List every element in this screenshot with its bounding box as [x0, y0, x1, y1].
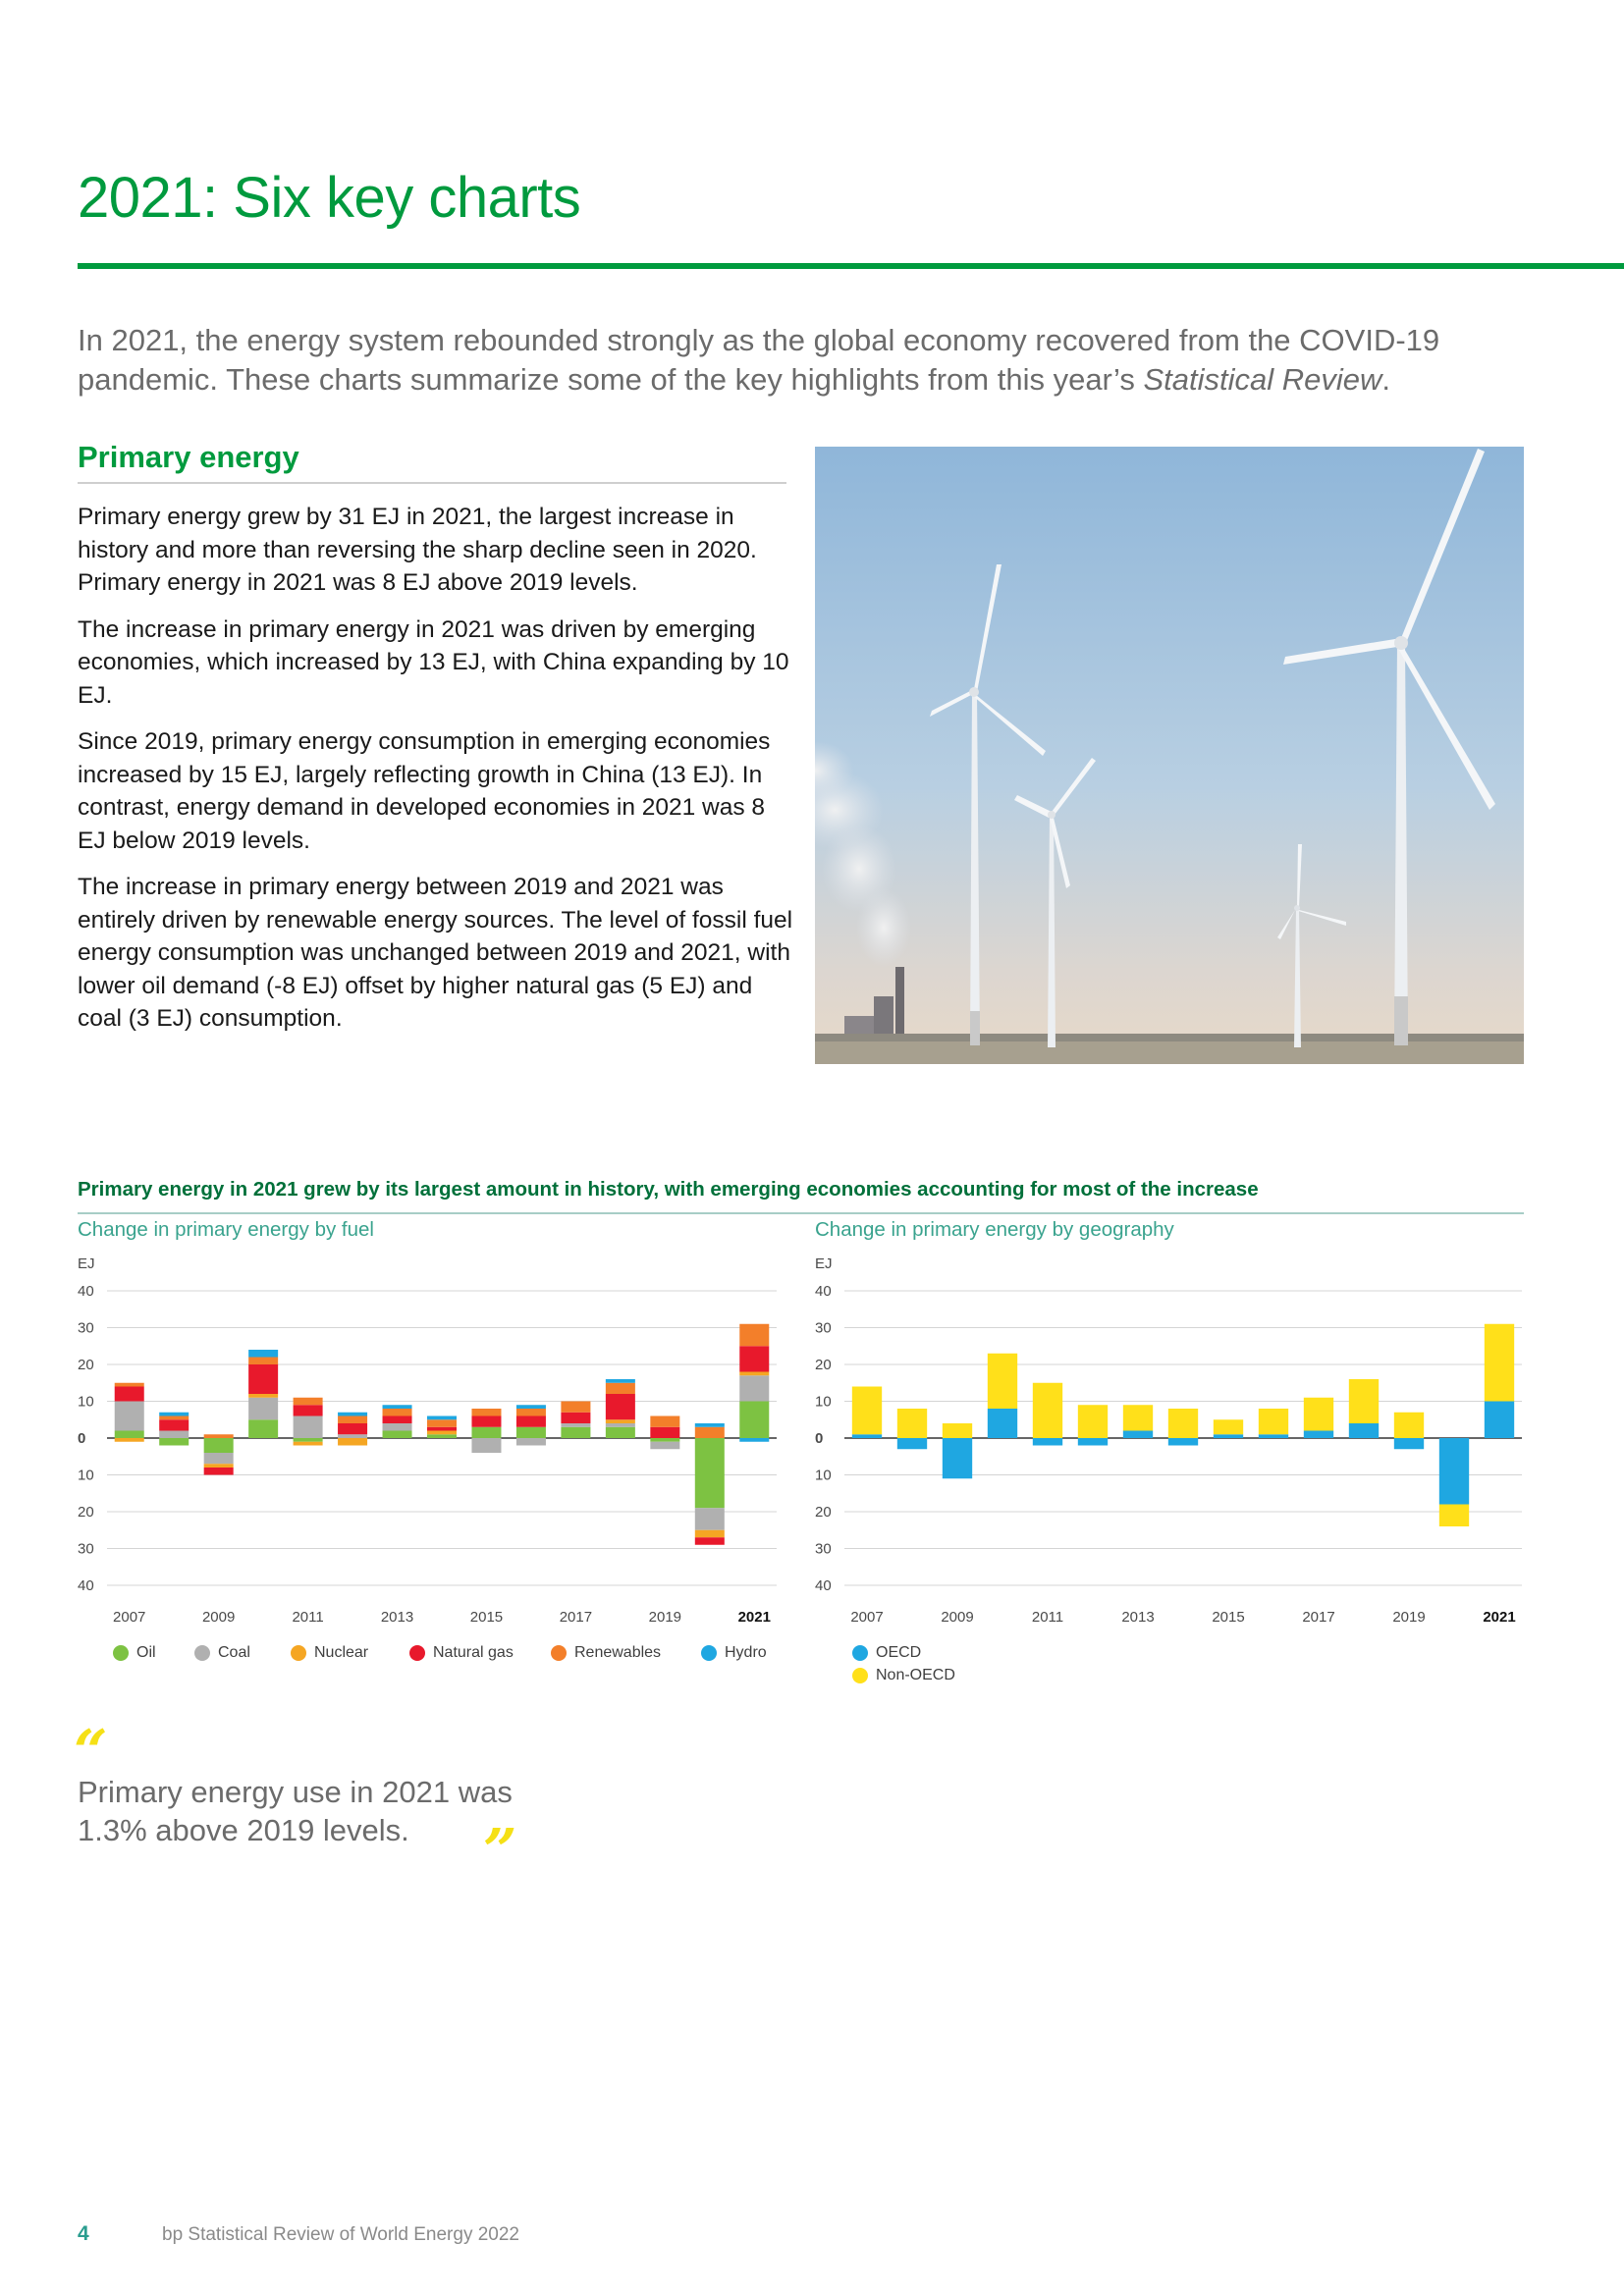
- bar-segment: [739, 1438, 769, 1442]
- y-tick-label: 20: [78, 1504, 94, 1521]
- bar-segment: [1168, 1409, 1198, 1438]
- bar-segment: [943, 1438, 972, 1478]
- bar-segment: [1304, 1431, 1333, 1439]
- legend-item: [551, 1644, 661, 1662]
- bar-segment: [606, 1394, 635, 1419]
- wind-turbines-illustration: [815, 447, 1524, 1064]
- legend-label: Non-OECD: [876, 1667, 955, 1683]
- chart-fuel-subtitle: Change in primary energy by fuel: [78, 1218, 374, 1241]
- bar-segment: [159, 1419, 189, 1430]
- x-tick-label: 2021: [1483, 1609, 1516, 1626]
- legend-item: [701, 1644, 767, 1662]
- bar-segment: [739, 1375, 769, 1401]
- bar-segment: [427, 1431, 457, 1435]
- bar-segment: [1439, 1438, 1469, 1505]
- bar-segment: [739, 1346, 769, 1371]
- bar-segment: [338, 1434, 367, 1438]
- legend-swatch: [194, 1645, 210, 1661]
- bar-segment: [115, 1438, 144, 1442]
- bar-segment: [471, 1427, 501, 1438]
- y-tick-label: 0: [815, 1430, 824, 1447]
- section-rule: [78, 482, 786, 484]
- bar-segment: [1078, 1438, 1108, 1446]
- bar-segment: [943, 1423, 972, 1438]
- x-tick-label: 2011: [1031, 1609, 1064, 1626]
- x-tick-label: 2017: [559, 1609, 593, 1626]
- bar-segment: [695, 1438, 725, 1508]
- y-tick-label: 0: [78, 1430, 86, 1447]
- bar-segment: [897, 1409, 927, 1438]
- bar-segment: [516, 1438, 546, 1446]
- bar-segment: [338, 1413, 367, 1416]
- bar-segment: [1259, 1409, 1288, 1434]
- intro-paragraph: [78, 321, 1531, 400]
- charts-heading-rule: [78, 1212, 1524, 1214]
- y-tick-label: 10: [78, 1467, 94, 1484]
- bar-segment: [739, 1372, 769, 1376]
- y-unit-label: EJ: [815, 1255, 833, 1272]
- body-paragraph: The increase in primary energy in 2021 was driven by emerging economies, which increased by 13 EJ, with China expanding by 10 EJ.: [78, 615, 789, 709]
- bar-segment: [739, 1324, 769, 1347]
- legend-label: Natural gas: [433, 1644, 514, 1661]
- bar-segment: [988, 1354, 1017, 1409]
- bar-segment: [1485, 1402, 1514, 1439]
- legend-item: [852, 1644, 921, 1662]
- bar-segment: [695, 1530, 725, 1538]
- bar-segment: [650, 1416, 679, 1427]
- y-tick-label: 20: [815, 1357, 832, 1373]
- charts-heading: Primary energy in 2021 grew by its largest amount in history, with emerging economies accounting for most of the increase: [78, 1178, 1259, 1201]
- legend-swatch: [291, 1645, 306, 1661]
- bar-segment: [695, 1423, 725, 1427]
- bar-segment: [1485, 1324, 1514, 1402]
- bar-segment: [338, 1423, 367, 1434]
- bar-segment: [516, 1427, 546, 1438]
- legend-swatch: [852, 1645, 868, 1661]
- body-paragraph: The increase in primary energy between 2019 and 2021 was entirely driven by renewable energy sources. The level of fossil fuel energy consumption was unchanged between 2019 and 2021, with lower oil demand (-8 EJ) offset by higher natural gas (5 EJ) and coal (3 EJ) consumption.: [78, 874, 793, 1032]
- x-tick-label: 2011: [292, 1609, 324, 1626]
- bar-segment: [294, 1398, 323, 1406]
- legend-label: Coal: [218, 1644, 250, 1661]
- intro-italic-title: Statistical Review: [1143, 362, 1382, 397]
- y-tick-label: 10: [78, 1393, 94, 1411]
- bar-segment: [1394, 1413, 1424, 1438]
- y-tick-label: 40: [815, 1577, 832, 1594]
- intro-text: In 2021, the energy system rebounded strongly as the global economy recovered from the COVID-19 pandemic. These charts summarize some of the key highlights from this year’s: [78, 323, 1440, 397]
- bar-segment: [204, 1434, 234, 1438]
- bar-segment: [606, 1419, 635, 1423]
- bar-segment: [516, 1405, 546, 1409]
- bar-segment: [159, 1438, 189, 1446]
- bar-segment: [1439, 1505, 1469, 1527]
- bar-segment: [988, 1409, 1017, 1438]
- x-tick-label: 2007: [113, 1609, 146, 1626]
- bar-segment: [606, 1379, 635, 1383]
- bar-segment: [427, 1419, 457, 1427]
- y-unit-label: EJ: [78, 1255, 95, 1272]
- bar-segment: [427, 1427, 457, 1431]
- chart-by-fuel: [78, 1247, 785, 1659]
- bar-segment: [115, 1387, 144, 1402]
- legend-label: OECD: [876, 1644, 922, 1661]
- x-tick-label: 2009: [941, 1609, 974, 1626]
- bar-segment: [159, 1413, 189, 1416]
- bar-segment: [248, 1419, 278, 1438]
- legend-swatch: [701, 1645, 717, 1661]
- bar-segment: [561, 1402, 590, 1413]
- bar-segment: [695, 1427, 725, 1438]
- y-tick-label: 20: [78, 1357, 94, 1373]
- legend-swatch: [409, 1645, 425, 1661]
- x-tick-label: 2021: [737, 1609, 771, 1626]
- close-quote-mark: ”: [483, 1817, 517, 1886]
- bar-segment: [695, 1537, 725, 1545]
- bar-segment: [1123, 1405, 1153, 1430]
- open-quote-mark: “: [74, 1718, 108, 1787]
- bar-segment: [204, 1438, 234, 1453]
- x-tick-label: 2015: [1212, 1609, 1245, 1626]
- bar-segment: [204, 1453, 234, 1464]
- bar-segment: [383, 1409, 412, 1416]
- bar-segment: [650, 1442, 679, 1450]
- section-heading: Primary energy: [78, 440, 299, 474]
- bar-segment: [1259, 1434, 1288, 1438]
- bar-segment: [606, 1427, 635, 1438]
- x-tick-label: 2019: [648, 1609, 682, 1626]
- bar-segment: [383, 1416, 412, 1424]
- legend-label: Oil: [136, 1644, 156, 1661]
- bar-segment: [248, 1394, 278, 1398]
- bar-segment: [248, 1358, 278, 1365]
- x-tick-label: 2019: [1392, 1609, 1426, 1626]
- y-tick-label: 30: [78, 1540, 94, 1558]
- bar-segment: [204, 1468, 234, 1475]
- y-tick-label: 40: [78, 1577, 94, 1594]
- bar-segment: [1394, 1438, 1424, 1449]
- x-tick-label: 2013: [1121, 1609, 1155, 1626]
- bar-segment: [204, 1464, 234, 1468]
- legend-swatch: [551, 1645, 567, 1661]
- legend-swatch: [113, 1645, 129, 1661]
- intro-text-end: .: [1381, 362, 1391, 397]
- title-rule: [78, 263, 1624, 269]
- bar-segment: [338, 1416, 367, 1424]
- bar-segment: [159, 1416, 189, 1420]
- wind-turbines-photo: [815, 447, 1524, 1064]
- legend-item: [113, 1644, 156, 1662]
- legend-item: [852, 1667, 955, 1684]
- footer-publication: bp Statistical Review of World Energy 2022: [162, 2224, 519, 2245]
- bar-segment: [606, 1383, 635, 1394]
- bar-segment: [695, 1508, 725, 1530]
- bar-segment: [1168, 1438, 1198, 1446]
- x-tick-label: 2009: [201, 1609, 236, 1626]
- chart-by-geography: [815, 1247, 1527, 1659]
- legend-label: Renewables: [574, 1644, 662, 1661]
- bar-segment: [115, 1383, 144, 1387]
- bar-segment: [561, 1427, 590, 1438]
- bar-segment: [561, 1423, 590, 1427]
- bar-segment: [1123, 1431, 1153, 1439]
- bar-segment: [1033, 1383, 1062, 1438]
- bar-segment: [1214, 1419, 1243, 1434]
- x-tick-label: 2017: [1302, 1609, 1335, 1626]
- bar-segment: [516, 1409, 546, 1416]
- legend-item: [409, 1644, 514, 1662]
- bar-segment: [739, 1402, 769, 1439]
- bar-segment: [294, 1438, 323, 1442]
- bar-segment: [338, 1438, 367, 1446]
- pull-quote: Primary energy use in 2021 was 1.3% above 2019 levels.: [78, 1775, 513, 1847]
- bar-segment: [1304, 1398, 1333, 1431]
- chart-geo-subtitle: Change in primary energy by geography: [815, 1218, 1174, 1241]
- legend-label: Nuclear: [314, 1644, 369, 1661]
- bar-segment: [159, 1431, 189, 1439]
- bar-segment: [294, 1442, 323, 1446]
- bar-segment: [294, 1416, 323, 1439]
- bar-segment: [1078, 1405, 1108, 1438]
- y-tick-label: 30: [78, 1319, 94, 1337]
- bar-segment: [650, 1438, 679, 1442]
- bar-segment: [248, 1364, 278, 1394]
- bar-segment: [561, 1413, 590, 1423]
- bar-segment: [516, 1416, 546, 1427]
- y-tick-label: 40: [78, 1283, 94, 1300]
- y-tick-label: 10: [815, 1393, 832, 1411]
- bar-segment: [1349, 1423, 1379, 1438]
- body-paragraph: Primary energy grew by 31 EJ in 2021, the largest increase in history and more than reversing the sharp decline seen in 2020. Primary energy in 2021 was 8 EJ above 2019 levels.: [78, 504, 757, 596]
- bar-segment: [1214, 1434, 1243, 1438]
- section-body: [78, 501, 794, 1049]
- y-tick-label: 10: [815, 1467, 832, 1484]
- bar-segment: [383, 1423, 412, 1431]
- bar-segment: [650, 1427, 679, 1438]
- bar-segment: [383, 1405, 412, 1409]
- legend-label: Hydro: [725, 1644, 767, 1661]
- bar-segment: [471, 1416, 501, 1427]
- x-tick-label: 2007: [850, 1609, 884, 1626]
- x-tick-label: 2013: [380, 1609, 414, 1626]
- bar-segment: [852, 1387, 882, 1435]
- bar-segment: [471, 1438, 501, 1453]
- bar-segment: [427, 1434, 457, 1438]
- y-tick-label: 40: [815, 1283, 832, 1300]
- bar-segment: [294, 1405, 323, 1415]
- bar-segment: [115, 1402, 144, 1431]
- x-tick-label: 2015: [469, 1609, 504, 1626]
- bar-segment: [115, 1431, 144, 1439]
- bar-segment: [852, 1434, 882, 1438]
- bar-segment: [1033, 1438, 1062, 1446]
- bar-segment: [248, 1398, 278, 1420]
- bar-segment: [606, 1423, 635, 1427]
- bar-segment: [897, 1438, 927, 1449]
- bar-segment: [248, 1350, 278, 1358]
- page-number: 4: [78, 2222, 89, 2245]
- y-tick-label: 20: [815, 1504, 832, 1521]
- bar-segment: [427, 1416, 457, 1420]
- bar-segment: [1349, 1379, 1379, 1423]
- bar-segment: [471, 1409, 501, 1416]
- legend-swatch: [852, 1668, 868, 1683]
- bar-segment: [383, 1431, 412, 1439]
- legend-item: [291, 1644, 368, 1662]
- y-tick-label: 30: [815, 1540, 832, 1558]
- body-paragraph: Since 2019, primary energy consumption in emerging economies increased by 15 EJ, largely reflecting growth in China (13 EJ). In contrast, energy demand in developed economies in 2021 was 8 EJ below 2019 levels.: [78, 728, 771, 854]
- legend-item: [194, 1644, 250, 1662]
- y-tick-label: 30: [815, 1319, 832, 1337]
- page-title: 2021: Six key charts: [78, 166, 581, 230]
